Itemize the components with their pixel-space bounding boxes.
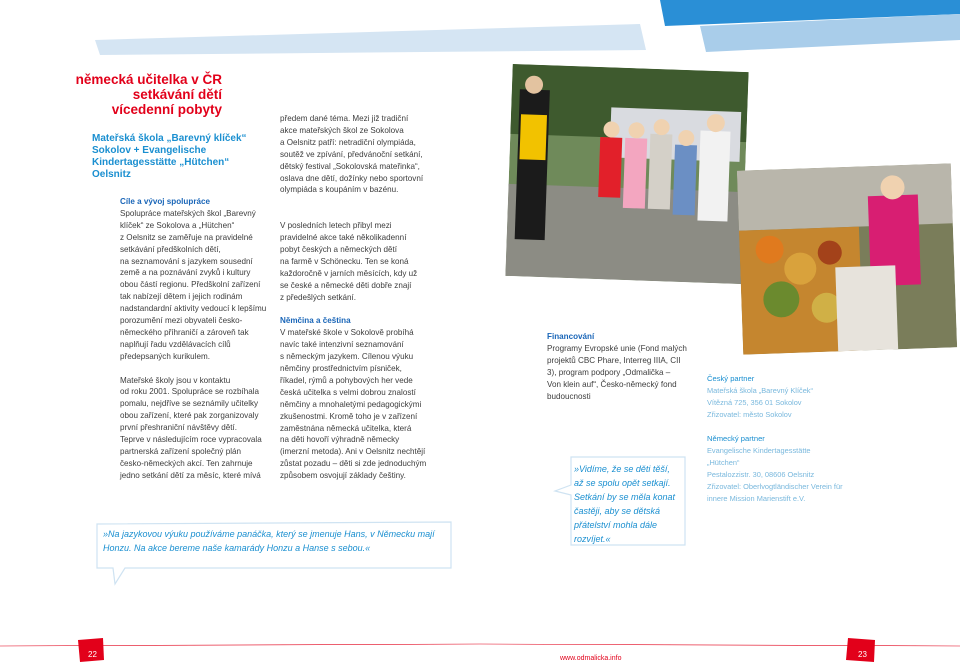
- quote-right: [574, 462, 689, 546]
- german-partner-label: Německý partner: [707, 434, 765, 443]
- top-banner: [0, 0, 960, 60]
- col1-line-5: setkávání předškolních dětí,: [120, 244, 221, 254]
- col2-line-17: [280, 303, 445, 315]
- col2-line-12: pobyt českých a německých dětí: [280, 244, 397, 254]
- col2-line-25: němčiny a mnohaletými pedagogickými: [280, 399, 422, 409]
- col2-line-2: akce mateřských škol ze Sokolova: [280, 125, 404, 135]
- financing-line-4: Von klein auf“, Česko-německý fond: [547, 379, 677, 389]
- quote-left-line-2: Honzu. Na akce bereme naše kamarády Honzu a Hanse s sebou.«: [103, 543, 371, 553]
- col2-line-13: na farmě v Schönecku. Ten se koná: [280, 256, 409, 266]
- col1-line-6: na seznamování s jazykem sousední: [120, 256, 253, 266]
- col2-line-1: předem dané téma. Mezi již tradiční: [280, 114, 409, 123]
- col1-line-23: česko-německých akcí. Ten zahrnuje: [120, 458, 253, 468]
- quote-left-line-1: »Na jazykovou výuku používáme panáčka, který se jmenuje Hans, v Německu mají: [103, 529, 435, 539]
- col2-line-31: způsobem osvojují základy češtiny.: [280, 471, 406, 481]
- col2-line-27: zaměstnána německá učitelka, která: [280, 423, 412, 433]
- col1-line-11: porozumění mezi obyvateli česko-: [120, 316, 243, 326]
- website-link[interactable]: www.odmalicka.info: [560, 655, 622, 662]
- czech-partner-label: Český partner: [707, 374, 755, 383]
- body-column-2: [280, 113, 445, 482]
- partners-section: [707, 373, 867, 505]
- subtitle-line-3: Kindertagesstätte „Hütchen“: [92, 157, 230, 168]
- col1-line-12: německého příhraničí a zároveň tak: [120, 327, 249, 337]
- col2-line-9: [280, 208, 445, 220]
- col1-line-1: Cíle a vývoj spolupráce: [120, 197, 210, 206]
- col2-line-11: pravidelné akce také několikadenní: [280, 233, 407, 243]
- subtitle-line-2: Sokolov + Evangelische: [92, 145, 207, 156]
- german-partner-line-4: Zřizovatel: Oberlvogtländischer Verein für: [707, 482, 843, 491]
- title-line-1: německá učitelka v ČR: [75, 72, 222, 87]
- col1-line-22: partnerská zařízení společný plán: [120, 447, 242, 457]
- photo-harvest-table: [737, 163, 957, 354]
- quote-left: [103, 527, 443, 555]
- col2-line-20: navíc také intenzivní seznamování: [280, 340, 404, 350]
- col1-line-21: Teprve v následujícím roce vypracovala: [120, 435, 262, 445]
- col1-line-17: od roku 2001. Spolupráce se rozbíhala: [120, 387, 260, 397]
- financing-line-3: 3), program podpory „Odmalička –: [547, 367, 671, 377]
- quote-right-line-2: až se spolu opět setkají.: [574, 478, 671, 488]
- czech-partner-line-1: Mateřská škola „Barevný Klíček“: [707, 386, 813, 395]
- col1-line-10: nadstandardní aktivity vedoucí k lepšímu: [120, 304, 267, 314]
- czech-partner-line-2: Vítězná 725, 356 01 Sokolov: [707, 398, 802, 407]
- german-partner-line-3: Pestalozzistr. 30, 08606 Oelsnitz: [707, 470, 815, 479]
- col2-line-30: zůstat pozadu – děti si zde jednoduchým: [280, 459, 427, 469]
- title-line-2: setkávání dětí: [132, 87, 222, 102]
- col2-line-16: z předešlých setkání.: [280, 292, 357, 302]
- photo-children-festival: [505, 64, 748, 284]
- german-partner-line-2: „Hütchen“: [707, 458, 740, 467]
- quote-right-line-4: častěji, aby se dětská: [574, 506, 661, 516]
- quote-right-line-1: »Vidíme, že se děti těší,: [574, 464, 670, 474]
- col2-line-5: dětský festival „Sokolovská mateřinka“,: [280, 161, 420, 171]
- col2-line-28: na děti hovoří výhradně německy: [280, 435, 400, 445]
- col1-line-4: z Oelsnitz se zaměřuje na pravidelné: [120, 232, 253, 242]
- col1-line-20: první přeshraniční návštěvy dětí.: [120, 423, 237, 433]
- german-partner-line-1: Evangelische Kindertagesstätte: [707, 446, 811, 455]
- col2-line-22: němčiny prostřednictvím písniček,: [280, 363, 402, 373]
- financing-section: [547, 331, 707, 402]
- col2-line-24: česká učitelka s velmi dobrou znalostí: [280, 387, 416, 397]
- subtitle-line-1: Mateřská škola „Barevný klíček“: [92, 133, 247, 144]
- quote-right-line-5: přátelství mohla dále: [574, 520, 658, 530]
- page-number-left: 22: [88, 650, 97, 659]
- col1-line-8: obou částí regionu. Předškolní zařízení: [120, 280, 261, 290]
- financing-line-5: budoucnosti: [547, 391, 591, 401]
- col1-line-15: [120, 363, 280, 375]
- title-line-3: vícedenní pobyty: [111, 102, 222, 117]
- german-partner-line-5: innere Mission Marienstift e.V.: [707, 494, 806, 503]
- footer-banner: [0, 636, 960, 666]
- col2-line-29: (imerzní metoda). Ani v Oelsnitz nechtějí: [280, 447, 426, 457]
- col2-line-6: oslava dne dětí, dožínky nebo sportovní: [280, 173, 424, 183]
- col2-line-8: [280, 196, 445, 208]
- col2-line-14: každoročně v jarních měsících, kdy už: [280, 268, 418, 278]
- col2-line-21: s německým jazykem. Cílenou výuku: [280, 352, 414, 362]
- col2-line-3: a Oelsnitz patří: netradiční olympiáda,: [280, 137, 416, 147]
- col2-line-15: se české a německé děti dobře znají: [280, 280, 412, 290]
- col1-line-18: pomalu, nejdříve se seznámily učitelky: [120, 399, 259, 409]
- col2-line-7: olympiáda s koupáním v bazénu.: [280, 185, 399, 195]
- financing-line-1: Programy Evropské unie (Fond malých: [547, 343, 687, 353]
- col1-line-13: naplňují řadu vzdělávacích cílů: [120, 339, 231, 349]
- col1-line-19: obou zařízení, které pak zorganizovaly: [120, 411, 259, 421]
- col2-line-4: soutěž ve zpívání, předvánoční setkání,: [280, 149, 423, 159]
- col2-line-18: Němčina a čeština: [280, 316, 351, 326]
- col2-line-10: V posledních letech přibyl mezi: [280, 221, 392, 231]
- col2-line-23: říkadel, rýmů a pohybových her vede: [280, 375, 413, 385]
- page-title: [60, 72, 222, 117]
- col1-line-14: předepsaných kurikulem.: [120, 351, 210, 361]
- col1-line-9: tak nabízejí dětem i jejich rodinám: [120, 292, 243, 302]
- col1-line-16: Mateřské školy jsou v kontaktu: [120, 375, 231, 385]
- col1-line-3: klíček“ ze Sokolova a „Hütchen“: [120, 220, 235, 230]
- financing-line-2: projektů CBC Phare, Interreg IIIA, CII: [547, 355, 681, 365]
- col1-line-2: Spolupráce mateřských škol „Barevný: [120, 208, 256, 218]
- quote-right-line-6: rozvíjet.«: [574, 534, 611, 544]
- quote-right-line-3: Setkání by se měla konat: [574, 492, 676, 502]
- subtitle: [92, 133, 292, 181]
- financing-heading: Financování: [547, 332, 595, 341]
- col2-line-26: zkušenostmi. Kromě toho je v zařízení: [280, 411, 418, 421]
- col1-line-24: jedno setkání dětí za měsíc, které mívá: [120, 470, 261, 480]
- body-column-1: [120, 196, 280, 482]
- subtitle-line-4: Oelsnitz: [92, 169, 131, 180]
- page-number-right: 23: [858, 650, 867, 659]
- col1-line-7: země a na poznávání zvyků i kultury: [120, 268, 251, 278]
- col2-line-19: V mateřské škole v Sokolově probíhá: [280, 328, 414, 338]
- czech-partner-line-3: Zřizovatel: město Sokolov: [707, 410, 792, 419]
